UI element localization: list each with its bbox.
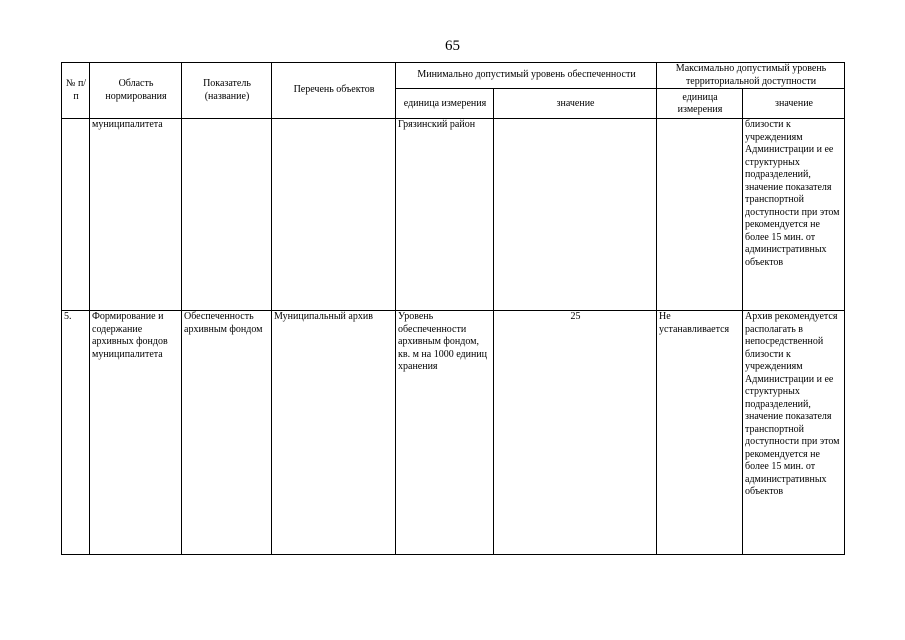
header-indicator: Показатель (название) xyxy=(182,63,272,119)
table-row xyxy=(62,311,845,555)
cell-min-value xyxy=(494,119,657,311)
header-area: Область нормирования xyxy=(90,63,182,119)
header-num: № п/п xyxy=(62,63,90,119)
cell-objects: Муниципальный архив xyxy=(272,311,396,555)
cell-max-value: близости к учреждениям Администрации и ее структурных подразделений, значение показателя транспортной доступности при этом рекомендуется не более 15 мин. от административных объектов xyxy=(743,119,845,311)
cell-indicator: Обеспеченность архивным фондом xyxy=(182,311,272,555)
header-min-value: значение xyxy=(494,89,657,119)
header-max-level: Максимально допустимый уровень территориальной доступности xyxy=(657,63,845,89)
header-max-value: значение xyxy=(743,89,845,119)
header-min-unit: единица измерения xyxy=(396,89,494,119)
header-max-unit: единица измерения xyxy=(657,89,743,119)
cell-num xyxy=(62,119,90,311)
page-number: 65 xyxy=(445,38,460,54)
cell-min-value: 25 xyxy=(494,311,657,555)
cell-area: муниципалитета xyxy=(90,119,182,311)
cell-max-value: Архив рекомендуется располагать в непосредственной близости к учреждениям Администрации и ее структурных подразделений, значение показателя транспортной доступности при этом рекомендуется не более 15 мин. от административных объектов xyxy=(743,311,845,555)
cell-min-unit: Грязинский район xyxy=(396,119,494,311)
table-row xyxy=(62,119,845,311)
cell-max-unit xyxy=(657,119,743,311)
cell-area: Формирование и содержание архивных фондов муниципалитета xyxy=(90,311,182,555)
cell-num: 5. xyxy=(62,311,90,555)
cell-min-unit: Уровень обеспеченности архивным фондом, кв. м на 1000 единиц хранения xyxy=(396,311,494,555)
norms-table xyxy=(61,62,845,555)
cell-objects xyxy=(272,119,396,311)
cell-indicator xyxy=(182,119,272,311)
header-min-level: Минимально допустимый уровень обеспеченности xyxy=(396,63,657,89)
cell-max-unit: Не устанавливается xyxy=(657,311,743,555)
header-objects: Перечень объектов xyxy=(272,63,396,119)
